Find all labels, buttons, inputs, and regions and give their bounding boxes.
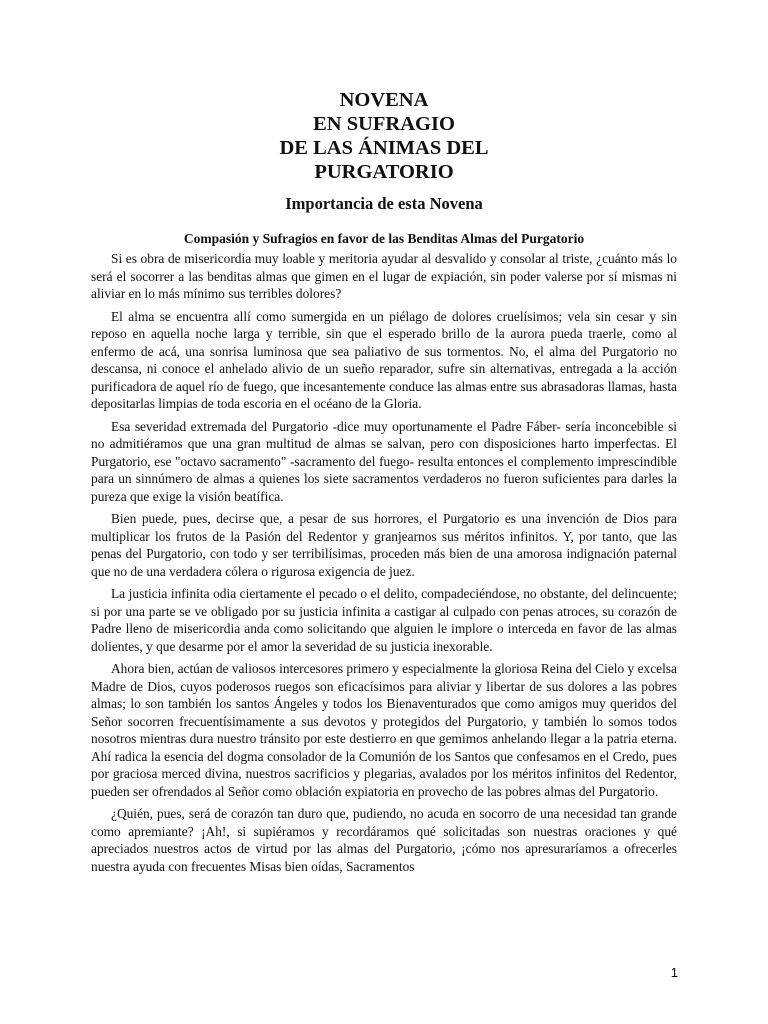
paragraph: La justicia infinita odia ciertamente el pecado o el delito, compadeciéndose, no obstante, del delincuente; si por una parte se ve obligado por su justicia infinita a castigar al culpado con penas atroces, su corazón de Padre lleno de misericordia anda como solicitando que alguien le implore o interceda en favor de las almas dolientes, y que desarme por el amor la severidad de su justicia inexorable. — [91, 586, 677, 654]
section-heading: Compasión y Sufragios en favor de las Benditas Almas del Purgatorio — [183, 231, 585, 246]
paragraph: Esa severidad extremada del Purgatorio -dice muy oportunamente el Padre Fáber- sería inconcebible si no admitiéramos que una gran multitud de almas se salvan, pero con disposiciones harto imperfectas. El Purgatorio, ese "octavo sacramento" -sacramento del fuego- resulta entonces el complemento imprescindible para un sinnúmero de almas a quienes los siete sacramentos verdaderos no fueron suficientes para darles la pureza que exige la visión beatífica. — [91, 418, 677, 504]
paragraph: ¿Quién, pues, será de corazón tan duro que, pudiendo, no acuda en socorro de una necesidad tan grande como apremiante? ¡Ah!, si supiéramos y recordáramos qué solicitadas son nuestras oraciones y qué apreciados nuestros actos de virtud por las almas del Purgatorio, ¡cómo nos apresuraríamos a ofrecerles nuestra ayuda con frecuentes Misas bien oídas, Sacramentos — [91, 806, 677, 874]
title-line: NOVENA — [339, 89, 429, 111]
document-title — [0, 88, 768, 184]
document-subtitle: Importancia de esta Novena — [285, 194, 483, 213]
page-number: 1 — [670, 965, 678, 980]
title-line: PURGATORIO — [314, 161, 454, 183]
section-body — [91, 230, 677, 880]
title-line: EN SUFRAGIO — [313, 113, 455, 135]
title-line: DE LAS ÁNIMAS DEL — [279, 137, 489, 159]
paragraph: El alma se encuentra allí como sumergida en un piélago de dolores cruelísimos; vela sin cesar y sin reposo en aquella noche larga y terrible, sin que el esperado brillo de la aurora pueda traerle, como al enfermo de acá, una sonrisa luminosa que sea paliativo de sus tormentos. No, el alma del Purgatorio no descansa, ni conoce el anhelado alivio de un sueño reparador, sufre sin alternativas, entregada a la acción purificadora de aquel río de fuego, que incesantemente conduce las almas entre sus abrasadoras llamas, hasta depositarlas limpias de toda escoria en el océano de la Gloria. — [91, 308, 677, 411]
paragraph: Ahora bien, actúan de valiosos intercesores primero y especialmente la gloriosa Reina del Cielo y excelsa Madre de Dios, cuyos poderosos ruegos son eficacísimos para aliviar y libertar de sus dolores a las pobres almas; lo son también los santos Ángeles y todos los Bienaventurados que como amigos muy queridos del Señor socorren frecuentísimamente a sus devotos y protegidos del Purgatorio, y también lo somos todos nosotros mientras dura nuestro tránsito por este destierro en que gemimos anhelando llegar a la patria eterna. Ahí radica la esencia del dogma consolador de la Comunión de los Santos que confesamos en el Credo, pues por graciosa merced divina, nuestros sacrificios y plegarias, avalados por los méritos infinitos del Redentor, pueden ser ofrendados al Señor como oblación expiatoria en provecho de las pobres almas del Purgatorio. — [91, 661, 677, 799]
paragraph: Si es obra de misericordia muy loable y meritoria ayudar al desvalido y consolar al triste, ¿cuánto más lo será el socorrer a las benditas almas que gimen en el lugar de expiación, sin poder valerse por sí mismas ni aliviar en lo más mínimo sus terribles dolores? — [91, 251, 677, 301]
paragraph: Bien puede, pues, decirse que, a pesar de sus horrores, el Purgatorio es una invención de Dios para multiplicar los frutos de la Pasión del Redentor y granjearnos sus méritos infinitos. Y, por tanto, que las penas del Purgatorio, con todo y ser terribilísimas, proceden más bien de una amorosa indignación paternal que no de una verdadera cólera o rigurosa exigencia de juez. — [91, 511, 677, 579]
